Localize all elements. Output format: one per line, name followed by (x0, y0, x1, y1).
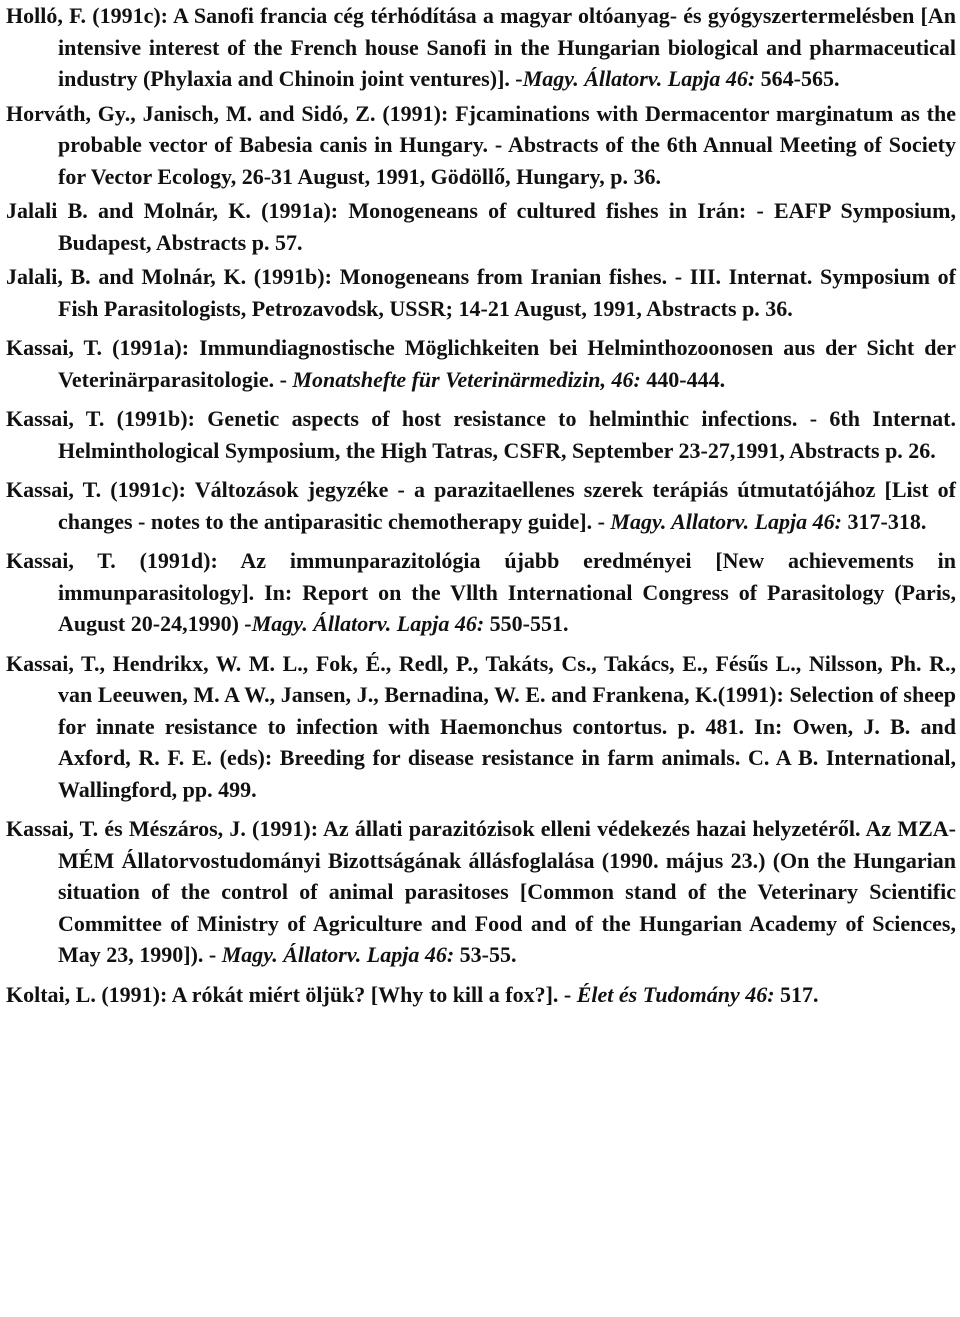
reference-pages: 317-318. (842, 508, 927, 534)
reference-entry (6, 98, 956, 193)
journal-citation: Monatshefte für Veterinärmedizin, 46: (292, 366, 641, 392)
reference-entry (6, 813, 956, 971)
reference-pages: 440-444. (640, 366, 726, 392)
reference-entry (6, 545, 956, 640)
journal-citation: -Magy. Állatorv. Lapja 46: (515, 66, 756, 91)
journal-citation: Magy. Állatorv. Lapja 46: (221, 942, 455, 967)
reference-text: Kassai, T. (1991a): Immundiagnostische Möglichkeiten bei Helminthozoonosen aus der Sicht der Veterinärparasitologie. - (6, 335, 956, 392)
reference-entry (6, 261, 956, 324)
reference-text: Jalali, B. and Molnár, K. (1991b): Monogeneans from Iranian fishes. - III. Internat. Symposium of Fish Parasitologists, Petrozavodsk, USSR; 14-21 August, 1991, Abstracts p. 36. (6, 264, 956, 321)
reference-text: Kassai, T. és Mészáros, J. (1991): Az állati parazitózisok elleni védekezés hazai helyzetéről. Az MZA-MÉM Állatorvostudományi Bizottságának állásfoglalása (1990. május 23.) (On the Hungarian situation of the control of animal parasitoses [Common stand of the Veterinary Scientific Committee of Ministry of Agriculture and Food and of the Hungarian Academy of Sciences, May 23, 1990]). - (6, 816, 956, 967)
reference-text: Kassai, T. (1991c): Változások jegyzéke - a parazitaellenes szerek terápiás útmutatójához [List of changes - notes to the antiparasitic chemotherapy guide]. - (6, 477, 956, 534)
reference-entry (6, 195, 956, 258)
reference-text: Kassai, T. (1991d): Az immunparazitológia újabb eredményei [New achievements in immunparasitology]. In: Report on the Vllth International Congress of Parasitology (Paris, August 20-24,1990) (6, 548, 956, 636)
journal-citation: Magy. Allatorv. Lapja 46: (610, 508, 842, 534)
reference-text: Horváth, Gy., Janisch, M. and Sidó, Z. (1991): Fjcaminations with Dermacentor marginatum as the probable vector of Babesia canis in Hungary. - Abstracts of the 6th Annual Meeting of Society for Vector Ecology, 26-31 August, 1991, Gödöllő, Hungary, p. 36. (6, 100, 956, 189)
reference-pages: 517. (774, 981, 819, 1007)
reference-text: Koltai, L. (1991): A rókát miért öljük? [Why to kill a fox?]. - (6, 981, 577, 1007)
reference-pages: 564-565. (755, 66, 840, 91)
reference-pages: 53-55. (454, 942, 517, 967)
reference-entry (6, 979, 956, 1011)
reference-text: Kassai, T., Hendrikx, W. M. L., Fok, É., Redl, P., Takáts, Cs., Takács, E., Fésűs L., Nilsson, Ph. R., van Leeuwen, M. A W., Jansen, J., Bernadina, W. E. and Frankena, K.(1991): Selection of sheep for innate resistance to infection with Haemonchus contortus. p. 481. In: Owen, J. B. and Axford, R. F. E. (eds): Breeding for disease resistance in farm animals. C. A B. International, Wallingford, pp. 499. (6, 650, 956, 802)
reference-entry (6, 0, 956, 95)
journal-citation: -Magy. Állatorv. Lapja 46: (244, 611, 485, 636)
journal-citation: Élet és Tudomány 46: (576, 981, 775, 1007)
reference-entry (6, 332, 956, 395)
reference-text: Kassai, T. (1991b): Genetic aspects of host resistance to helminthic infections. - 6th Internat. Helminthological Symposium, the High Tatras, CSFR, September 23-27,1991, Abstracts p. 26. (6, 406, 956, 463)
reference-entry (6, 403, 956, 466)
reference-list (6, 0, 956, 1010)
reference-text: Jalali B. and Molnár, K. (1991a): Monogeneans of cultured fishes in Irán: - EAFP Symposium, Budapest, Abstracts p. 57. (6, 198, 956, 255)
reference-entry (6, 648, 956, 806)
reference-entry (6, 474, 956, 537)
reference-text: Holló, F. (1991c): A Sanofi francia cég térhódítása a magyar oltóanyag- és gyógyszertermelésben [An intensive interest of the French house Sanofi in the Hungarian biological and pharmaceutical industry (Phylaxia and Chinoin joint ventures)]. (6, 3, 956, 91)
reference-pages: 550-551. (484, 611, 569, 636)
